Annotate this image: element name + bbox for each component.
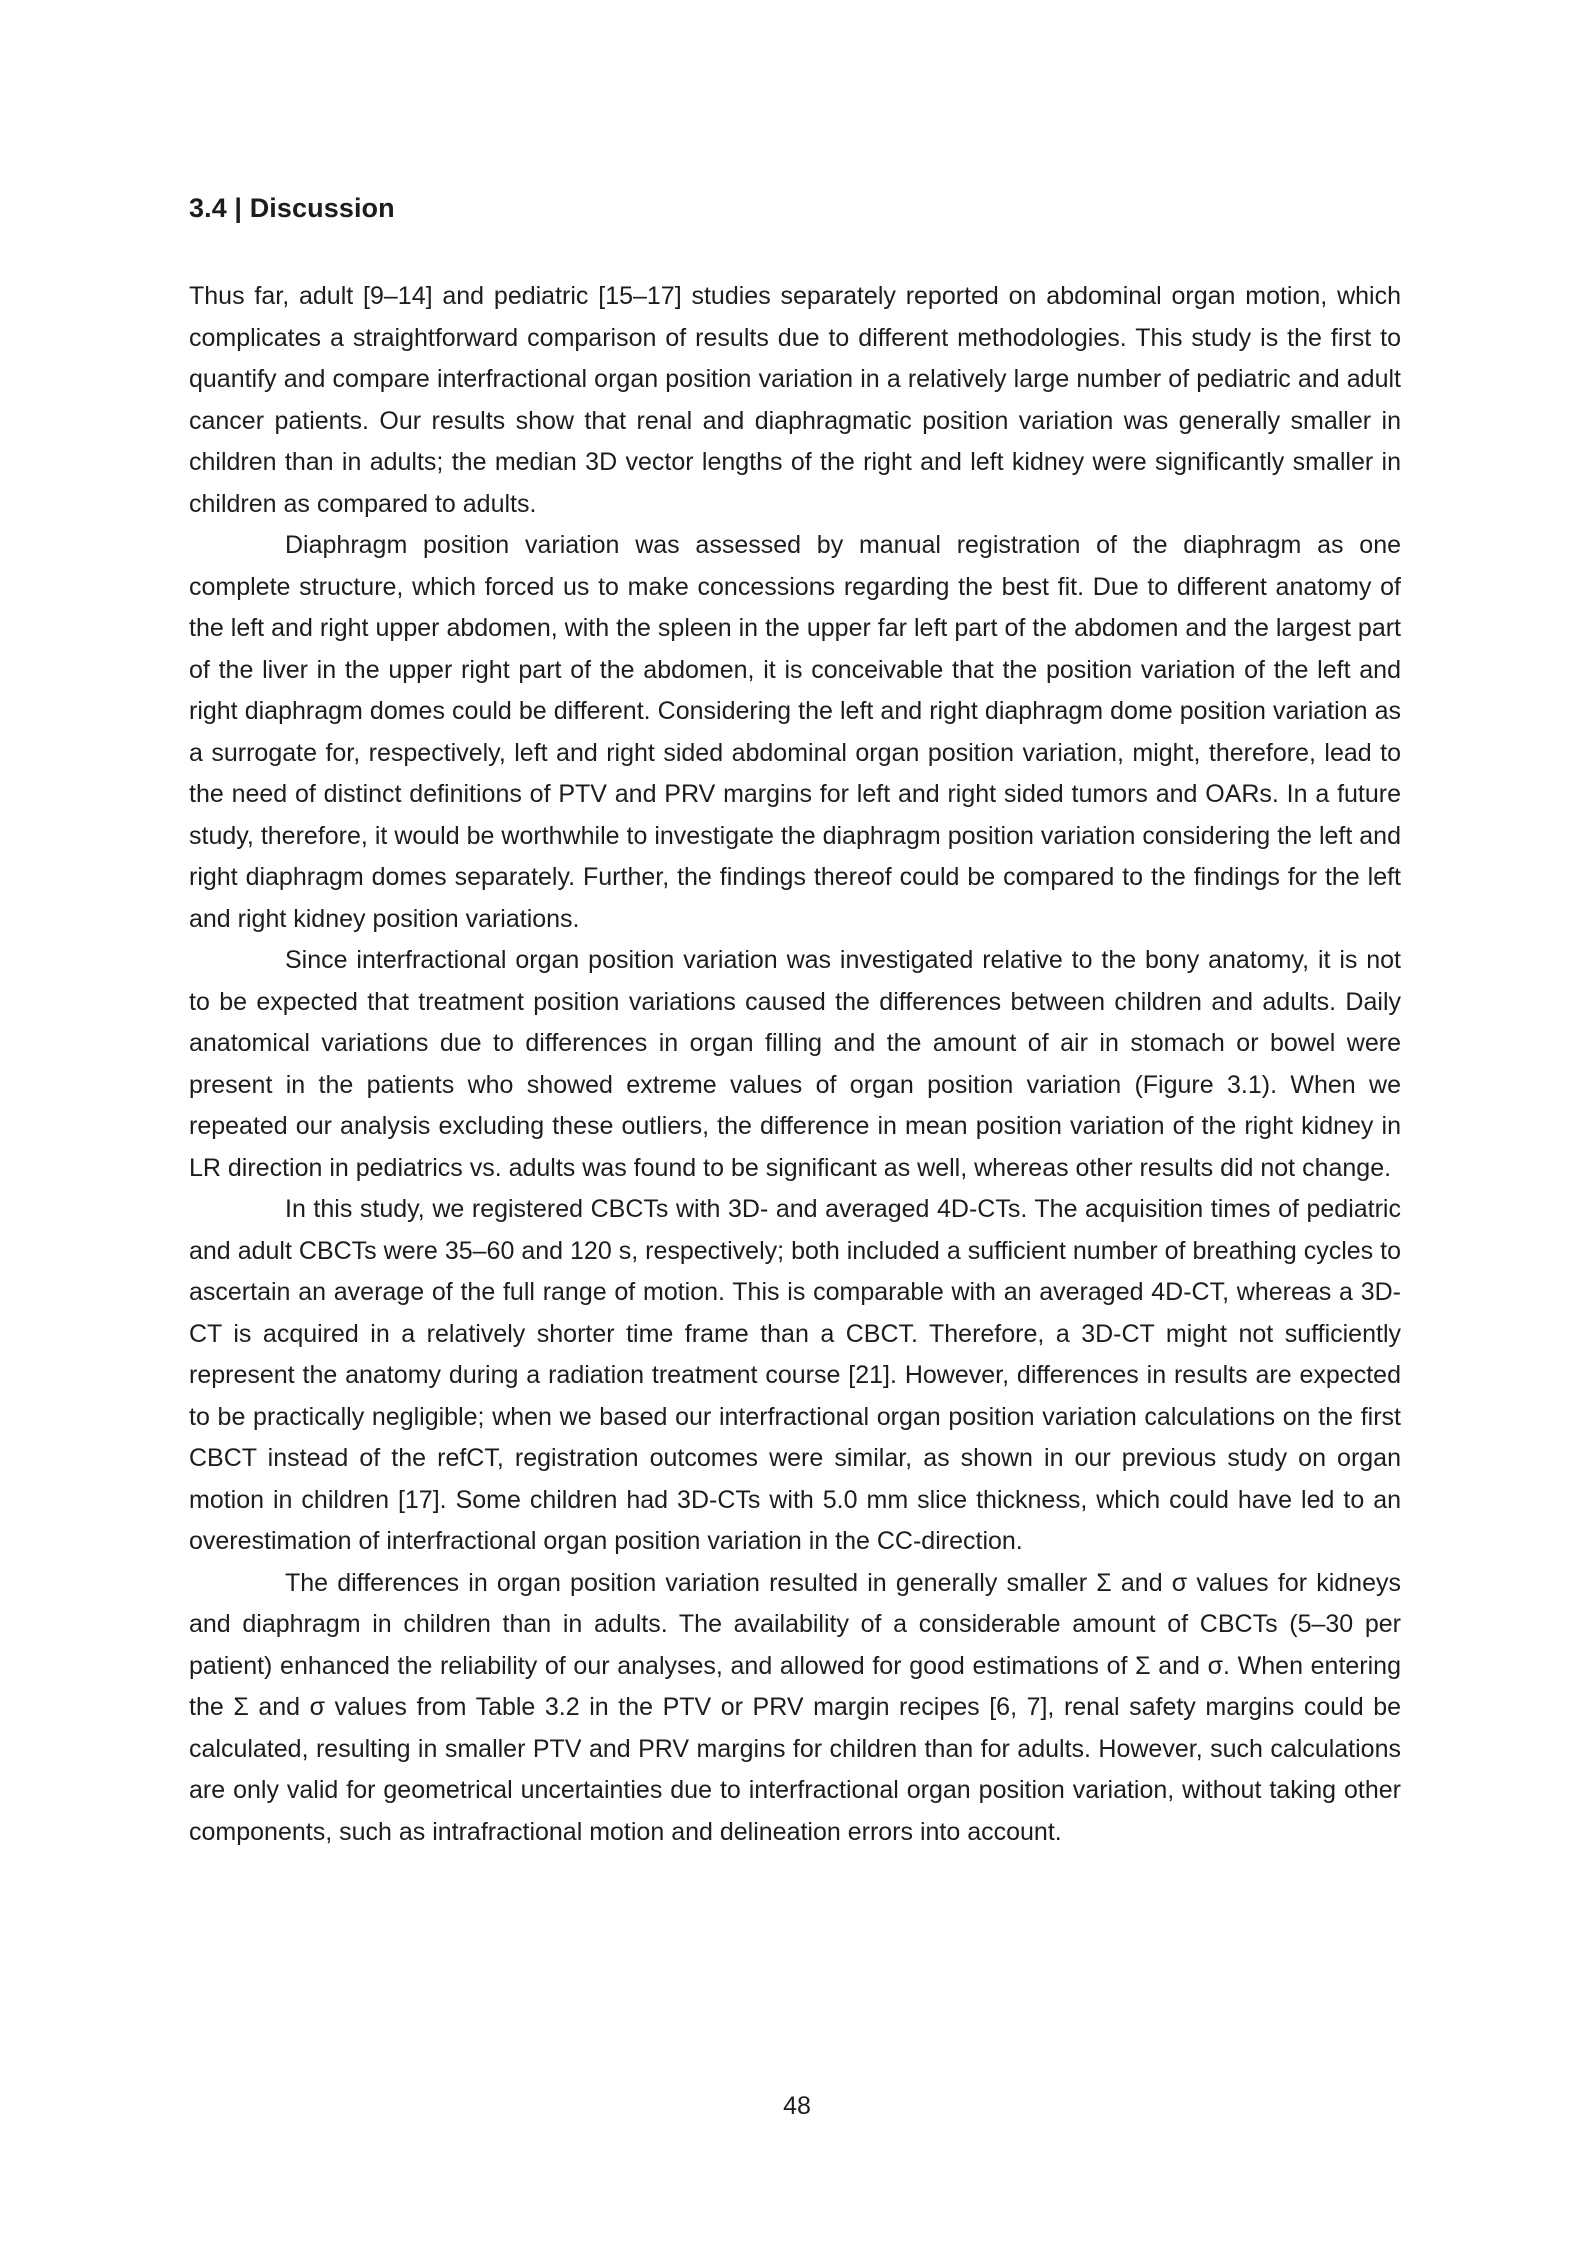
page-number: 48 [783,2092,811,2120]
paragraph-diaphragm: Diaphragm position variation was assessed by manual registration of the diaphragm as one complete structure, which forced us to make concessions regarding the best fit. Due to different anatomy of the left and right upper abdomen, with the spleen in the upper far left part of the abdomen and the largest part of the liver in the upper right part of the abdomen, it is conceivable that the position variation of the left and right diaphragm domes could be different. Considering the left and right diaphragm dome position variation as a surrogate for, respectively, left and right sided abdominal organ position variation, might, therefore, lead to the need of distinct definitions of PTV and PRV margins for left and right sided tumors and OARs. In a future study, therefore, it would be worthwhile to investigate the diaphragm position variation considering the left and right diaphragm domes separately. Further, the findings thereof could be compared to the findings for the left and right kidney position variations. [189,531,1401,933]
section-heading: 3.4 | Discussion [189,193,395,223]
paragraph-cbct-registration: In this study, we registered CBCTs with 3D- and averaged 4D-CTs. The acquisition times of pediatric and adult CBCTs were 35–60 and 120 s, respectively; both included a sufficient number of breathing cycles to ascertain an average of the full range of motion. This is comparable with an averaged 4D-CT, whereas a 3D-CT is acquired in a relatively shorter time frame than a CBCT. Therefore, a 3D-CT might not sufficiently represent the anatomy during a radiation treatment course [21]. However, differences in results are expected to be practically negligible; when we based our interfractional organ position variation calculations on the first CBCT instead of the refCT, registration outcomes were similar, as shown in our previous study on organ motion in children [17]. Some children had 3D-CTs with 5.0 mm slice thickness, which could have led to an overestimation of interfractional organ position variation in the CC-direction. [189,1195,1401,1555]
paragraph-margins: The differences in organ position variation resulted in generally smaller Σ and σ values for kidneys and diaphragm in children than in adults. The availability of a considerable amount of CBCTs (5–30 per patient) enhanced the reliability of our analyses, and allowed for good estimations of Σ and σ. When entering the Σ and σ values from Table 3.2 in the PTV or PRV margin recipes [6, 7], renal safety margins could be calculated, resulting in smaller PTV and PRV margins for children than for adults. However, such calculations are only valid for geometrical uncertainties due to interfractional organ position variation, without taking other components, such as intrafractional motion and delineation errors into account. [189,1568,1401,1846]
paragraph-intro: Thus far, adult [9–14] and pediatric [15–17] studies separately reported on abdominal organ motion, which complicates a straightforward comparison of results due to different methodologies. This study is the first to quantify and compare interfractional organ position variation in a relatively large number of pediatric and adult cancer patients. Our results show that renal and diaphragmatic position variation was generally smaller in children than in adults; the median 3D vector lengths of the right and left kidney were significantly smaller in children as compared to adults. [189,282,1401,518]
discussion-body [189,276,1401,1853]
paragraph-bony-anatomy: Since interfractional organ position variation was investigated relative to the bony anatomy, it is not to be expected that treatment position variations caused the differences between children and adults. Daily anatomical variations due to differences in organ filling and the amount of air in stomach or bowel were present in the patients who showed extreme values of organ position variation (Figure 3.1). When we repeated our analysis excluding these outliers, the difference in mean position variation of the right kidney in LR direction in pediatrics vs. adults was found to be significant as well, whereas other results did not change. [189,946,1401,1182]
